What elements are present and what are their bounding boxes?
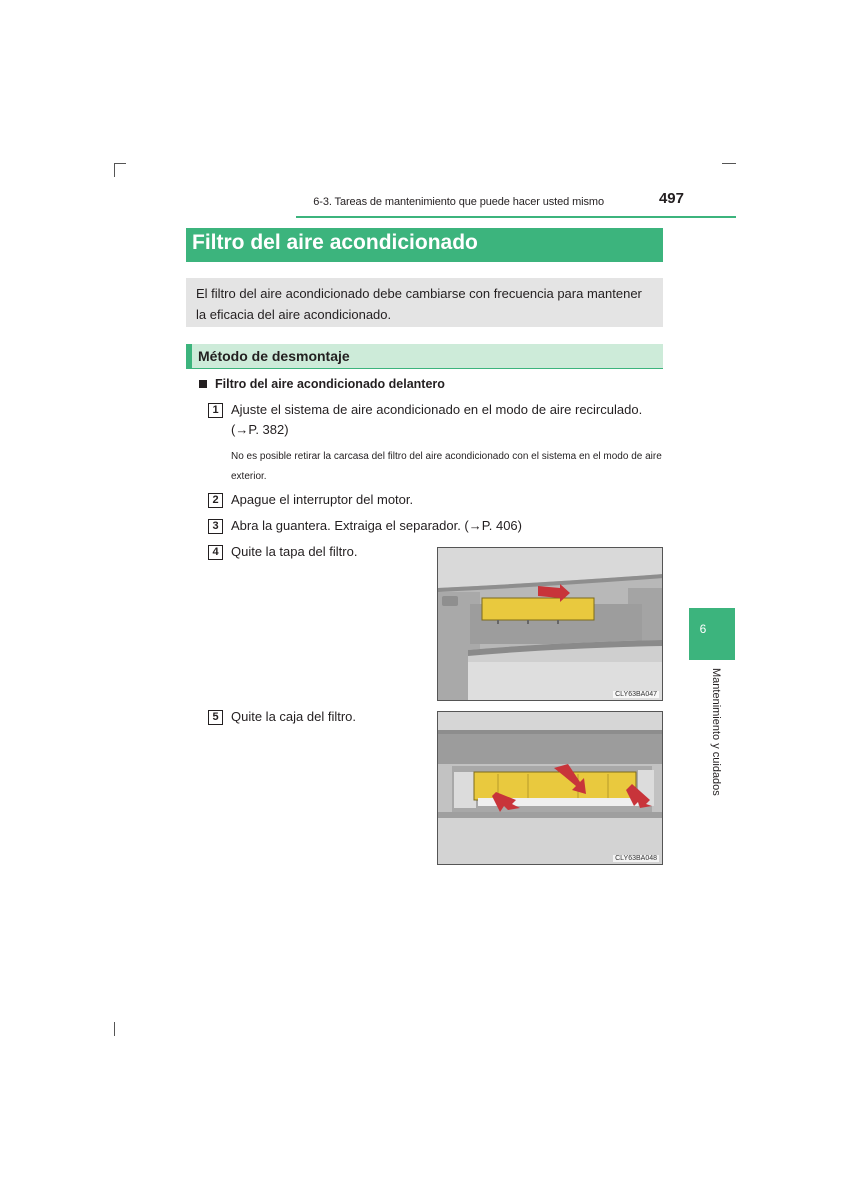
crop-mark-top-left-vertical (114, 163, 115, 177)
chapter-tab-number: 6 (699, 622, 707, 636)
crop-mark-bottom-left (114, 1022, 115, 1036)
figure-2-illustration (438, 712, 663, 865)
figure-1-illustration (438, 548, 663, 701)
running-header-section: 6-3. Tareas de mantenimiento que puede hacer usted mismo (313, 196, 604, 208)
bullet-square-icon (199, 380, 207, 388)
subheading-accent (186, 344, 192, 368)
crop-mark-top-right (722, 163, 736, 164)
step-text-3: Abra la guantera. Extraiga el separador. (→P. 406) (231, 518, 522, 533)
step-number-3: 3 (208, 519, 223, 534)
crop-mark-top-left-horizontal (114, 163, 126, 164)
step-text-5: Quite la caja del filtro. (231, 709, 357, 724)
step-text-2: Apague el interruptor del motor. (231, 492, 414, 507)
page-number: 497 (658, 190, 684, 207)
intro-text: El filtro del aire acondicionado debe cambiarse con frecuencia para mantener la eficacia del aire acondicionado. (196, 286, 642, 322)
figure-2-code: CLY63BA048 (615, 855, 657, 862)
step-number-2: 2 (208, 493, 223, 508)
step-text-4: Quite la tapa del filtro. (231, 544, 358, 559)
chapter-tab[interactable] (689, 608, 735, 660)
subheading-bar (186, 344, 663, 369)
step-note: No es posible retirar la carcasa del filtro del aire acondicionado con el sistema en el modo de aire exterior. (231, 451, 662, 482)
step-text-1: Ajuste el sistema de aire acondicionado en el modo de aire recirculado. (→P. 382) (231, 402, 643, 437)
figure-filter-case-removal (437, 711, 663, 865)
step-number-5: 5 (208, 710, 223, 725)
chapter-tab-label: Mantenimiento y cuidados (710, 668, 722, 796)
figure-glovebox-filter-cover (437, 547, 663, 701)
step-number-1: 1 (208, 403, 223, 418)
bullet-heading: Filtro del aire acondicionado delantero (215, 377, 445, 391)
subheading-text: Método de desmontaje (198, 348, 350, 364)
step-number-4: 4 (208, 545, 223, 560)
page-title-bar (186, 228, 663, 262)
intro-box (186, 278, 663, 327)
page-title: Filtro del aire acondicionado (192, 231, 478, 254)
figure-1-code: CLY63BA047 (615, 691, 657, 698)
header-rule (296, 216, 736, 218)
